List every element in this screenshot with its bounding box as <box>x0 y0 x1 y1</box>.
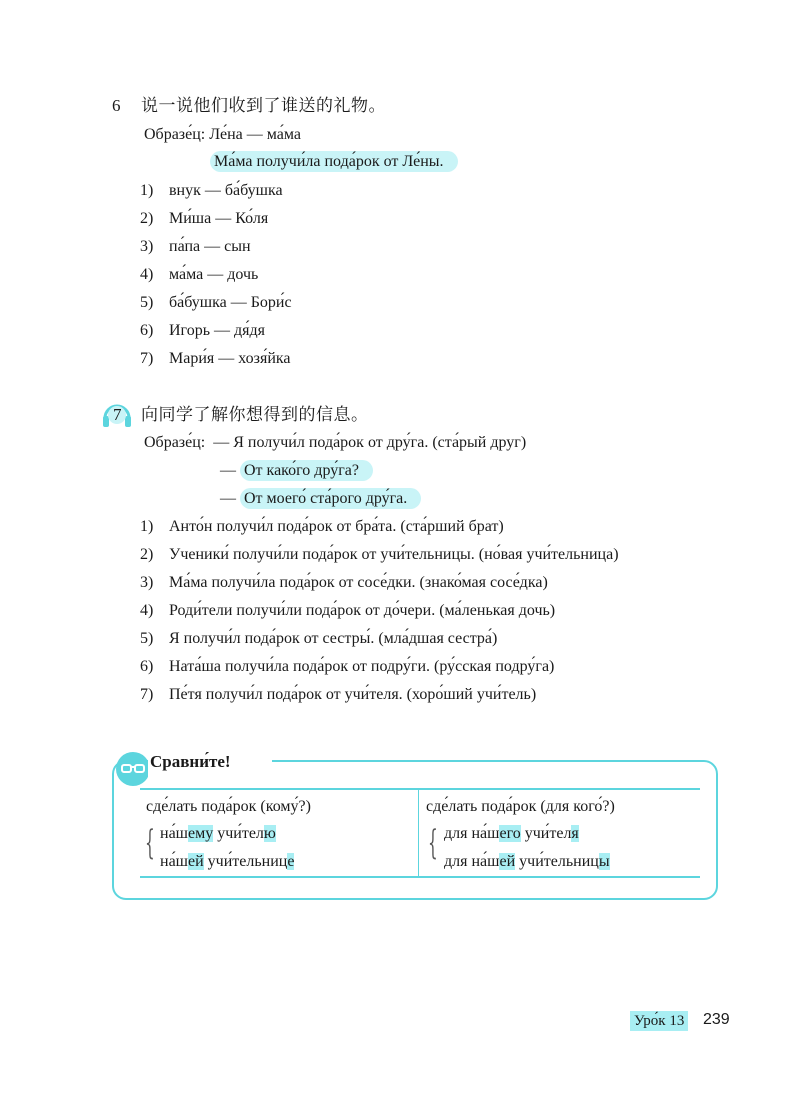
ending-highlight: его <box>499 825 521 842</box>
word-stem: на́ш <box>160 853 188 870</box>
word-stem: учи́тельниц <box>203 853 288 870</box>
compare-left-row-2 <box>160 852 294 872</box>
list-item-number: 2) <box>140 546 154 563</box>
list-item-number: 5) <box>140 294 154 311</box>
word-stem: для на́ш <box>444 825 500 842</box>
list-item: Ученики́ получи́ли пода́рок от учи́тельницы. (но́вая учи́тельница) <box>169 546 619 563</box>
ending-highlight: ю <box>263 825 276 842</box>
compare-right-row-1 <box>444 824 579 844</box>
list-item-number: 4) <box>140 266 154 283</box>
ending-highlight: я <box>571 825 579 842</box>
lesson-tag: Уро́к 13 <box>630 1011 688 1031</box>
list-item: Ната́ша получи́ла пода́рок от подру́ги. (ру́сская подру́га) <box>169 658 555 675</box>
compare-right-header: сде́лать пода́рок (для кого́?) <box>426 798 615 815</box>
list-item: па́па — сын <box>169 238 251 255</box>
compare-left-row-1 <box>160 824 276 844</box>
right-brace: { <box>428 823 438 863</box>
left-brace: { <box>145 823 155 863</box>
ending-highlight: ему <box>187 825 214 842</box>
list-item-number: 6) <box>140 658 154 675</box>
list-item: Я получи́л пода́рок от сестры́. (мла́дшая сестра́) <box>169 630 498 647</box>
list-item-number: 5) <box>140 630 154 647</box>
ending-highlight: ей <box>499 853 516 870</box>
exercise-7-number: 7 <box>113 405 122 424</box>
list-item-number: 2) <box>140 210 154 227</box>
list-item-number: 3) <box>140 574 154 591</box>
list-item-number: 6) <box>140 322 154 339</box>
compare-title: Сравни́те! <box>150 752 231 771</box>
list-item-number: 7) <box>140 686 154 703</box>
word-stem: на́ш <box>160 825 188 842</box>
word-stem: для на́ш <box>444 853 500 870</box>
sample-answer-highlight: Ма́ма получи́ла пода́рок от Ле́ны. <box>210 151 458 172</box>
list-item: Анто́н получи́л пода́рок от бра́та. (ста́рший брат) <box>169 518 504 535</box>
sample-line-1: — Я получи́л пода́рок от дру́га. (ста́рый друг) <box>213 434 527 451</box>
list-item: Игорь — дя́дя <box>169 322 266 339</box>
list-item: Ми́ша — Ко́ля <box>169 210 269 227</box>
list-item: ма́ма — дочь <box>169 266 259 283</box>
list-item: Роди́тели получи́ли пода́рок от до́чери. (ма́ленькая дочь) <box>169 602 556 619</box>
sample-line-2-highlight: От како́го дру́га? <box>240 460 373 481</box>
list-item: Пе́тя получи́л пода́рок от учи́теля. (хоро́ший учи́тель) <box>169 686 537 703</box>
compare-table-divider <box>418 790 419 876</box>
exercise-6-number: 6 <box>112 96 121 115</box>
compare-left-header: сде́лать пода́рок (кому́?) <box>146 798 311 815</box>
list-item-number: 3) <box>140 238 154 255</box>
list-item-number: 1) <box>140 518 154 535</box>
ending-highlight: ы <box>598 853 610 870</box>
list-item: ба́бушка — Бори́с <box>169 294 292 311</box>
ending-highlight: е <box>287 853 295 870</box>
exercise-7-sample-line-3 <box>220 489 421 509</box>
dash: — <box>220 462 236 479</box>
list-item: Мари́я — хозя́йка <box>169 350 291 367</box>
sample-prompt: Ле́на — ма́ма <box>209 126 301 143</box>
list-item-number: 7) <box>140 350 154 367</box>
exercise-7-title: 向同学了解你想得到的信息。 <box>141 405 369 425</box>
list-item-number: 1) <box>140 182 154 199</box>
ending-highlight: ей <box>187 853 204 870</box>
word-stem: учи́тел <box>213 825 264 842</box>
exercise-6-sample <box>144 125 301 145</box>
exercise-7-sample-line-2 <box>220 461 373 481</box>
exercise-6-sample-answer <box>210 152 458 172</box>
exercise-6-title: 说一说他们收到了谁送的礼物。 <box>141 96 386 116</box>
sample-label: Образе́ц: <box>144 434 206 451</box>
list-item: внук — ба́бушка <box>169 182 283 199</box>
sample-label: Образе́ц: <box>144 126 206 143</box>
exercise-7-sample <box>144 433 526 453</box>
compare-right-row-2 <box>444 852 610 872</box>
word-stem: учи́тельниц <box>515 853 599 870</box>
word-stem: учи́тел <box>520 825 572 842</box>
dash: — <box>220 490 236 507</box>
glasses-icon <box>116 752 150 786</box>
page-number: 239 <box>703 1011 730 1028</box>
list-item-number: 4) <box>140 602 154 619</box>
sample-line-3-highlight: От моего́ ста́рого дру́га. <box>240 488 421 509</box>
list-item: Ма́ма получи́ла пода́рок от сосе́дки. (знако́мая сосе́дка) <box>169 574 548 591</box>
